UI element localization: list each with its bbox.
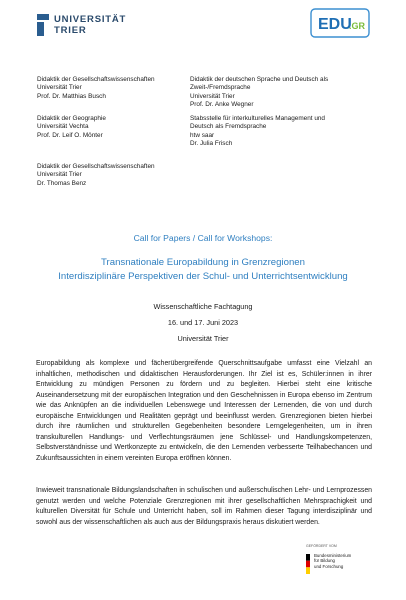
funder-name (314, 553, 351, 569)
organizer-block-benz (37, 163, 155, 188)
call-label: Call for Papers / Call for Workshops: (133, 233, 273, 243)
organizer-line: Prof. Dr. Matthias Busch (37, 92, 106, 100)
organizer-line: Universität Trier (190, 92, 235, 100)
call-title (0, 256, 406, 284)
organizer-block-busch (37, 76, 155, 101)
organizer-line: Didaktik der Gesellschaftswissenschaften (37, 76, 155, 83)
organizer-block-frisch (190, 115, 325, 148)
organizer-line: Prof. Dr. Leif O. Mönter (37, 131, 103, 139)
event-place: Universität Trier (177, 334, 229, 343)
call-title-line2: Interdisziplinäre Perspektiven der Schul- und Unterrichtsentwicklung (58, 271, 348, 282)
organizer-line: Dr. Julia Frisch (190, 139, 233, 147)
organizer-line: htw saar (190, 131, 215, 139)
university-logo-text (54, 14, 126, 36)
university-trier-logo (37, 12, 147, 38)
edu-gr-logo (310, 8, 370, 38)
event-type: Wissenschaftliche Fachtagung (153, 302, 253, 311)
organizer-line: Zweit-/Fremdsprache (190, 84, 251, 92)
organizer-line: Universität Vechta (37, 123, 89, 131)
organizer-line: Universität Trier (37, 171, 82, 179)
organizer-line: Stabsstelle für interkulturelles Management und (190, 115, 325, 122)
university-logo-line1: UNIVERSITÄT (54, 14, 127, 25)
organizer-line: Prof. Dr. Anke Wegner (190, 100, 254, 108)
paragraph-intro: Europabildung als komplexe und fächerübergreifende Querschnittsaufgabe umfasst eine Vielzahl an inhaltlichen, methodischen und didaktischen Herausforderungen. Ihr Ziel ist es, Schüler:innen in ihrer Entwicklung zu mündigen Personen zu fördern und zu begleiten. Hierbei steht eine kritische Auseinandersetzung mit der europäischen Integration und den Geschehnissen in Europa ebenso im Zentrum wie das Anknüpfen an die individuellen Lebenswege und Interessen der Lernenden, die von und durch europäische Entwicklungen und Realitäten geprägt und beeinflusst werden. Grenzregionen bieten hierbei durch ihre räumlichen und strukturellen Gegebenheiten besondere Lerngelegenheiten, um in ihren transkulturellen Handlungs- und Verflechtungsräumen jene Schlüssel- und Handlungskompetenzen, Selbstverständnisse und Wertkonzepte zu entwickeln, die den Lernenden verbesserte Teilhabechancen und Zukunftsaussichten in einem vereinten Europa eröffnen können. (36, 360, 372, 462)
edu-logo-sub-text: .GR (349, 21, 366, 31)
organizer-block-wegner (190, 76, 328, 109)
funder-name-line: Bundesministerium (314, 553, 352, 558)
organizer-line: Didaktik der Gesellschaftswissenschaften (37, 163, 155, 170)
university-logo-mark-icon (37, 14, 49, 36)
german-flag-icon (306, 554, 310, 574)
organizer-line: Didaktik der deutschen Sprache und Deutsch als (190, 76, 329, 83)
event-date: 16. und 17. Juni 2023 (167, 318, 239, 327)
organizer-line: Universität Trier (37, 84, 82, 92)
organizer-line: Didaktik der Geographie (37, 115, 106, 122)
university-logo-line2: TRIER (54, 25, 87, 36)
bmbf-funder-logo (300, 544, 380, 594)
paragraph-second: Inwieweit transnationale Bildungslandschaften in schulischen und außerschulischen Lehr- und Lernprozessen genutzt werden und welche Potenziale Grenzregionen mit ihrer gesellschaftlichen Mehrsprachigkeit und kulturellen Diversität für Schule und Unterricht haben, soll im Rahmen dieser Tagung interdisziplinär und sowohl aus der wissenschaftlichen als auch aus der Bildungspraxis heraus diskutiert werden. (36, 487, 372, 526)
organizer-block-moenter (37, 115, 106, 140)
funder-label: GEFÖRDERT VOM (306, 544, 337, 548)
call-title-line1: Transnationale Europabildung in Grenzregionen (101, 257, 305, 268)
funder-name-line: und Forschung (314, 563, 344, 569)
edu-logo-main-text: EDU (318, 16, 352, 33)
organizer-line: Dr. Thomas Benz (37, 179, 87, 187)
organizer-line: Deutsch als Fremdsprache (190, 123, 267, 131)
funder-name-line: für Bildung (314, 558, 335, 564)
